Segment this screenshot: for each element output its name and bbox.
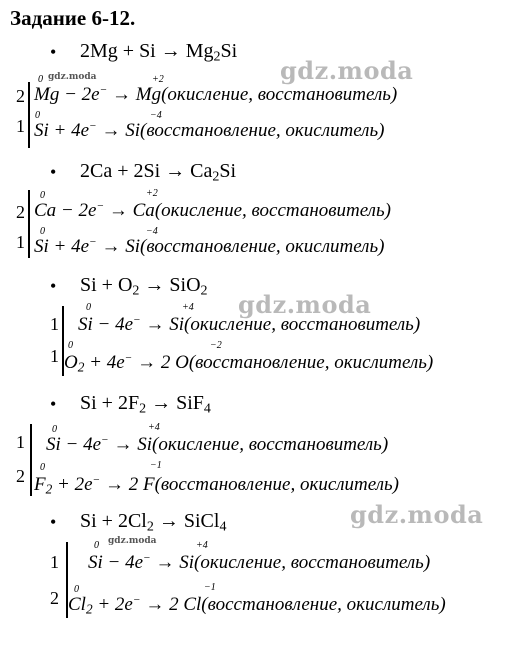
bullet: •: [50, 276, 57, 296]
half-reaction-reduction: Si + 4e− → Si(восстановление, окислитель): [34, 120, 385, 141]
oxidation-state: −4: [146, 226, 158, 237]
oxidation-state: +4: [196, 540, 208, 551]
coefficient: 1: [16, 432, 25, 452]
watermark-small: gdz.moda: [108, 536, 157, 546]
half-reaction-oxidation: Mg − 2e− → Mg(окисление, восстановитель): [34, 84, 398, 105]
half-reaction-reduction: $O_2 + 4e^- \to 2$ O(восстановление, окислитель): [64, 352, 434, 375]
oxidation-state: 0: [74, 584, 79, 595]
oxidation-state: −2: [210, 340, 222, 351]
bullet: •: [50, 42, 57, 62]
oxidation-state: +4: [182, 302, 194, 313]
reaction-equation-4: $Si + 2F_2 \to SiF_4$: [80, 392, 211, 417]
coefficient: 2: [16, 466, 25, 486]
oxidation-state: +4: [148, 422, 160, 433]
half-reaction-oxidation: Si − 4e− → Si(окисление, восстановитель): [78, 314, 421, 335]
watermark-small: gdz.moda: [48, 72, 97, 82]
half-reaction-reduction: Si + 4e− → Si(восстановление, окислитель): [34, 236, 385, 257]
bullet: •: [50, 162, 57, 182]
reaction-equation-2: $2Ca + 2Si \to Ca_2Si$: [80, 160, 237, 185]
reaction-equation-3: $Si + O_2 \to SiO_2$: [80, 274, 208, 299]
coefficient: 1: [50, 552, 59, 572]
bullet: •: [50, 512, 57, 532]
reaction-equation-5: $Si + 2Cl_2$ → SiCl$_4$: [80, 510, 227, 535]
oxidation-state: 0: [94, 540, 99, 551]
oxidation-state: −4: [150, 110, 162, 121]
half-reaction-oxidation: Si − 4e− → Si(окисление, восстановитель): [88, 552, 431, 573]
half-reaction-oxidation: Si − 4e− → Si(окисление, восстановитель): [46, 434, 389, 455]
watermark: gdz.moda: [350, 500, 484, 529]
coefficient: 1: [16, 232, 25, 252]
coefficient: 2: [50, 588, 59, 608]
coefficient: 1: [50, 346, 59, 366]
oxidation-state: 0: [86, 302, 91, 313]
watermark: gdz.moda: [238, 290, 372, 319]
bullet: •: [50, 394, 57, 414]
oxidation-state: 0: [38, 74, 43, 85]
oxidation-state: 0: [68, 340, 73, 351]
task-title: Задание 6-12.: [10, 6, 136, 30]
coefficient: 2: [16, 86, 25, 106]
oxidation-state: 0: [40, 226, 45, 237]
reaction-equation-1: $2Mg + Si \to Mg_2Si$: [80, 40, 238, 65]
oxidation-state: 0: [40, 462, 45, 473]
oxidation-state: 0: [52, 424, 57, 435]
oxidation-state: +2: [146, 188, 158, 199]
oxidation-state: −1: [150, 460, 162, 471]
oxidation-state: +2: [152, 74, 164, 85]
half-reaction-reduction: $F_2 + 2e^- \to 2$ F(восстановление, окислитель): [34, 474, 399, 497]
coefficient: 1: [50, 314, 59, 334]
oxidation-state: −1: [204, 582, 216, 593]
coefficient: 1: [16, 116, 25, 136]
balance-bracket: [28, 82, 30, 148]
balance-bracket: [28, 190, 30, 258]
coefficient: 2: [16, 202, 25, 222]
half-reaction-reduction: $Cl_2 + 2e^- \to 2$ Cl(восстановление, окислитель): [68, 594, 446, 617]
half-reaction-oxidation: Ca − 2e− → Ca(окисление, восстановитель): [34, 200, 391, 221]
watermark: gdz.moda: [280, 56, 414, 85]
oxidation-state: 0: [35, 110, 40, 121]
balance-bracket: [30, 424, 32, 496]
oxidation-state: 0: [40, 190, 45, 201]
